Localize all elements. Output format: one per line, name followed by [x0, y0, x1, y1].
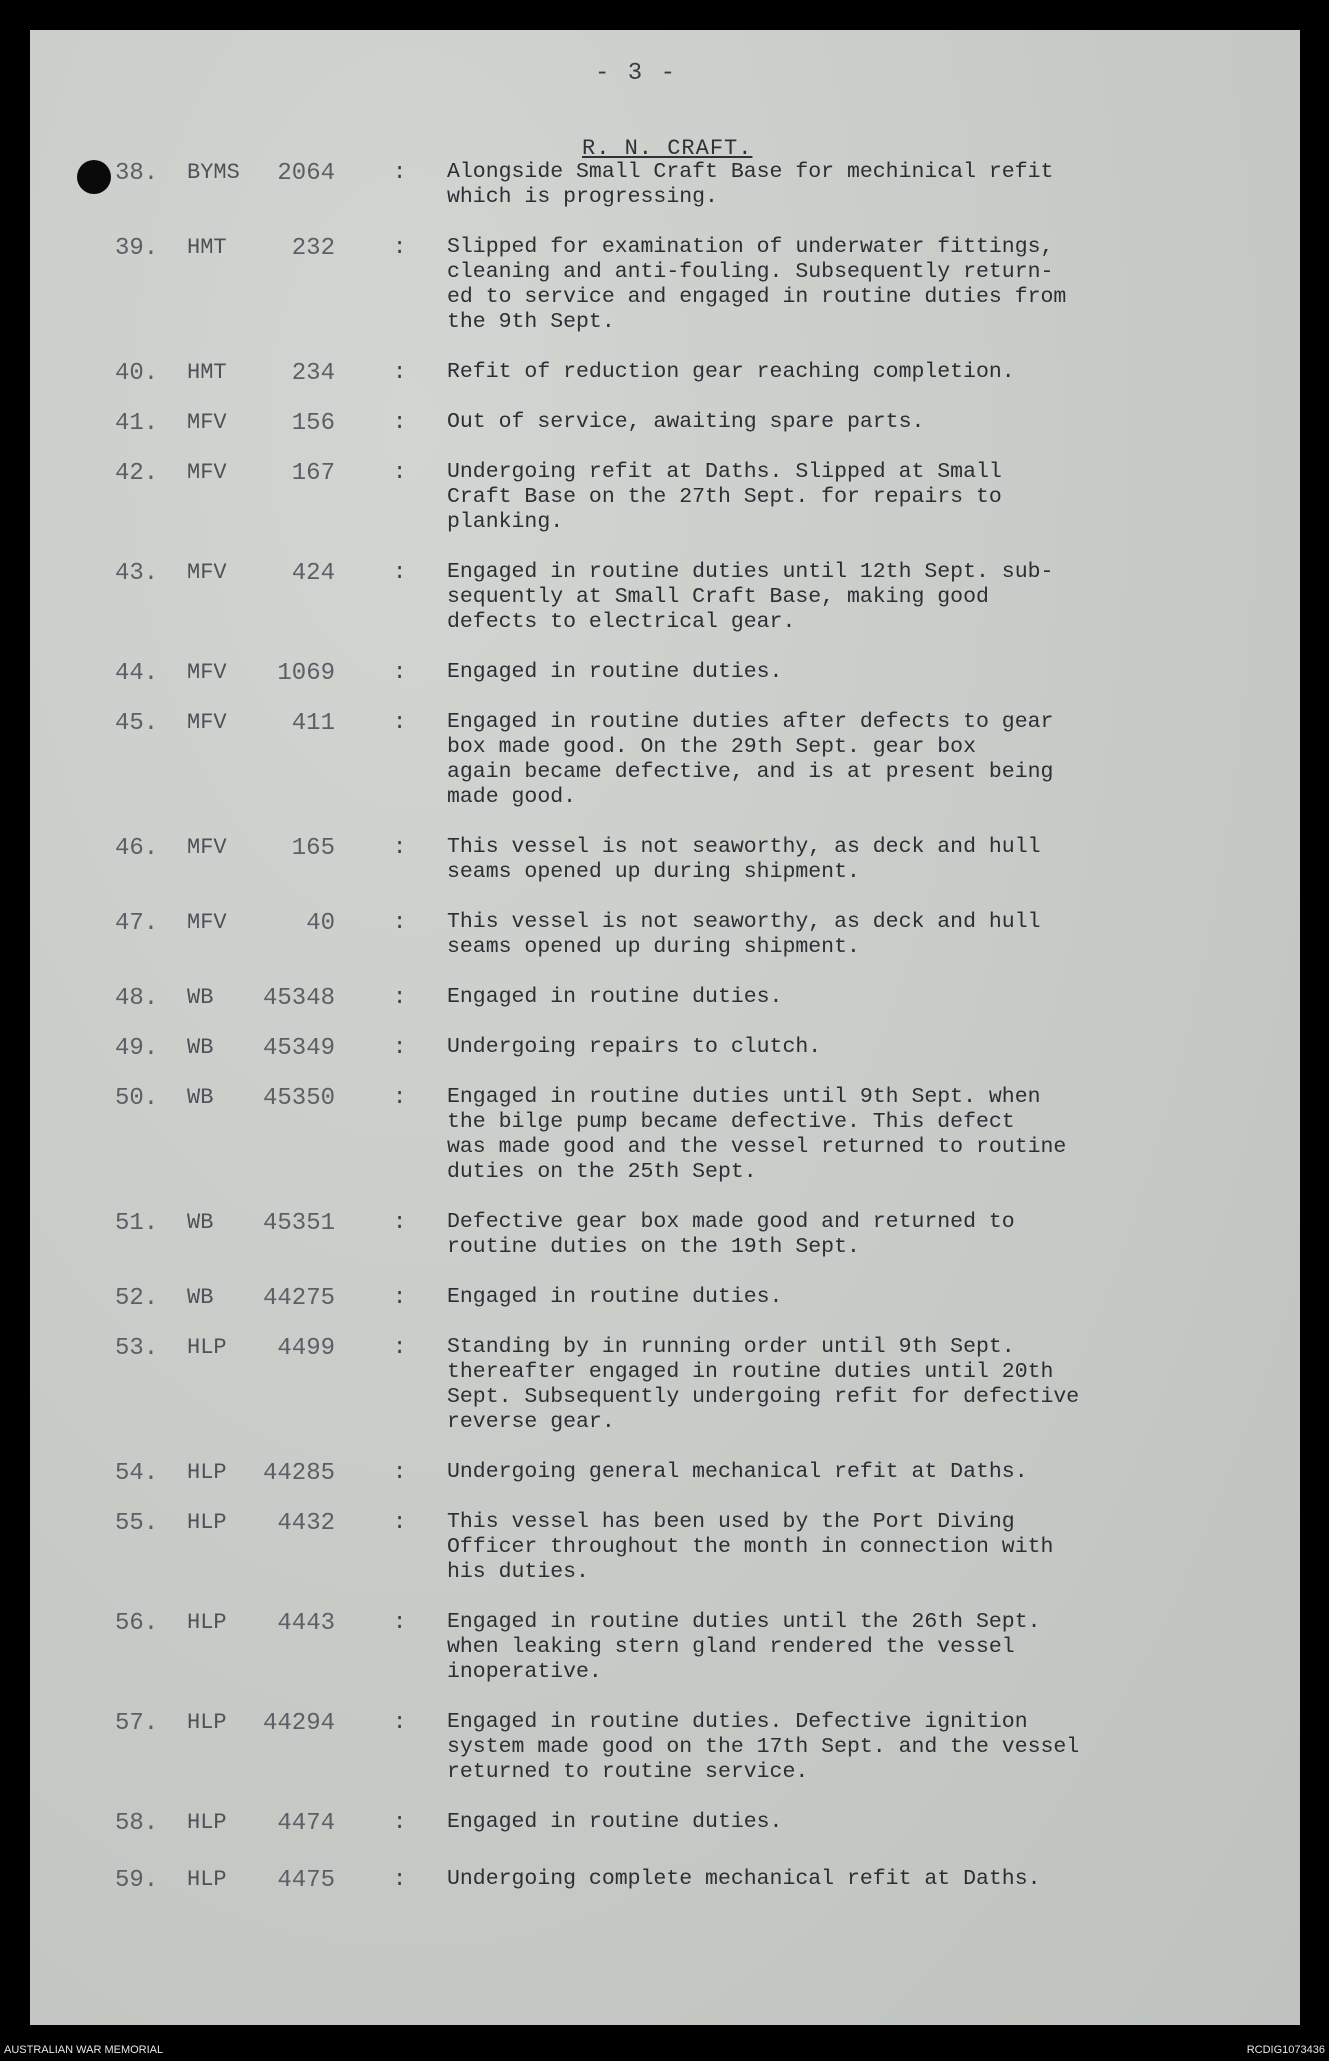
vessel-type: MFV: [187, 410, 227, 435]
entry-description: Engaged in routine duties. Defective ignition system made good on the 17th Sept. and the vessel returned to routine service.: [447, 1710, 1080, 1784]
entry-description: Defective gear box made good and returned to routine duties on the 19th Sept.: [447, 1210, 1015, 1259]
entry-description: Alongside Small Craft Base for mechinical refit which is progressing.: [447, 160, 1054, 209]
entry-number: 51.: [115, 1210, 159, 1237]
footer-record-id: RCDIG1073436: [1246, 2044, 1325, 2056]
separator: :: [393, 1085, 407, 1110]
punch-hole: [77, 160, 111, 194]
separator: :: [393, 1710, 407, 1735]
entry-number: 58.: [115, 1810, 159, 1837]
vessel-type: WB: [187, 1210, 214, 1235]
vessel-id: 167: [291, 460, 335, 487]
separator: :: [393, 1510, 407, 1535]
vessel-type: MFV: [187, 835, 227, 860]
vessel-type: HLP: [187, 1510, 227, 1535]
vessel-id: 40: [306, 910, 335, 937]
entry-description: Engaged in routine duties until the 26th Sept. when leaking stern gland rendered the vessel inoperative.: [447, 1610, 1041, 1684]
entry-number: 57.: [115, 1710, 159, 1737]
vessel-id: 4474: [277, 1810, 335, 1837]
vessel-id: 4499: [277, 1335, 335, 1362]
vessel-type: MFV: [187, 560, 227, 585]
separator: :: [393, 835, 407, 860]
vessel-id: 156: [291, 410, 335, 437]
separator: :: [393, 985, 407, 1010]
vessel-id: 424: [291, 560, 335, 587]
entry-number: 53.: [115, 1335, 159, 1362]
vessel-id: 232: [291, 235, 335, 262]
entry-description: This vessel is not seaworthy, as deck and hull seams opened up during shipment.: [447, 835, 1041, 884]
entry-number: 48.: [115, 985, 159, 1012]
entry-number: 50.: [115, 1085, 159, 1112]
vessel-type: HLP: [187, 1460, 227, 1485]
vessel-id: 44285: [262, 1460, 335, 1487]
entry-description: Engaged in routine duties until 12th Sept. sub- sequently at Small Craft Base, making good defects to electrical gear.: [447, 560, 1054, 634]
separator: :: [393, 360, 407, 385]
separator: :: [393, 410, 407, 435]
vessel-id: 2064: [277, 160, 335, 187]
vessel-id: 45348: [262, 985, 335, 1012]
entry-number: 44.: [115, 660, 159, 687]
entry-description: Undergoing general mechanical refit at Daths.: [447, 1460, 1028, 1484]
separator: :: [393, 1285, 407, 1310]
page-number: - 3 -: [595, 60, 678, 87]
separator: :: [393, 710, 407, 735]
vessel-id: 44275: [262, 1285, 335, 1312]
vessel-type: HMT: [187, 360, 227, 385]
entry-number: 43.: [115, 560, 159, 587]
vessel-id: 45351: [262, 1210, 335, 1237]
entry-number: 38.: [115, 160, 159, 187]
vessel-type: HMT: [187, 235, 227, 260]
separator: :: [393, 1335, 407, 1360]
vessel-type: WB: [187, 1035, 214, 1060]
vessel-type: BYMS: [187, 160, 240, 185]
entry-description: Undergoing complete mechanical refit at Daths.: [447, 1867, 1041, 1891]
section-heading: R. N. CRAFT.: [582, 136, 753, 161]
entry-number: 40.: [115, 360, 159, 387]
entry-description: Engaged in routine duties until 9th Sept. when the bilge pump became defective. This defect was made good and the vessel returned to routine duties on the 25th Sept.: [447, 1085, 1067, 1184]
entry-description: Undergoing repairs to clutch.: [447, 1035, 822, 1059]
entry-description: Undergoing refit at Daths. Slipped at Small Craft Base on the 27th Sept. for repairs to planking.: [447, 460, 1002, 534]
vessel-id: 44294: [262, 1710, 335, 1737]
entry-description: Engaged in routine duties.: [447, 1285, 783, 1309]
entry-number: 47.: [115, 910, 159, 937]
entry-number: 56.: [115, 1610, 159, 1637]
entry-number: 39.: [115, 235, 159, 262]
vessel-type: MFV: [187, 710, 227, 735]
footer: [0, 2036, 1329, 2061]
vessel-id: 4443: [277, 1610, 335, 1637]
entry-number: 55.: [115, 1510, 159, 1537]
separator: :: [393, 460, 407, 485]
separator: :: [393, 235, 407, 260]
document-page: [30, 30, 1300, 2025]
vessel-id: 45350: [262, 1085, 335, 1112]
entry-description: This vessel has been used by the Port Diving Officer throughout the month in connection with his duties.: [447, 1510, 1054, 1584]
entry-number: 45.: [115, 710, 159, 737]
vessel-type: MFV: [187, 910, 227, 935]
vessel-type: HLP: [187, 1867, 227, 1892]
separator: :: [393, 1867, 407, 1892]
separator: :: [393, 660, 407, 685]
separator: :: [393, 1810, 407, 1835]
separator: :: [393, 560, 407, 585]
vessel-id: 1069: [277, 660, 335, 687]
vessel-type: HLP: [187, 1710, 227, 1735]
vessel-type: MFV: [187, 660, 227, 685]
entry-description: This vessel is not seaworthy, as deck and hull seams opened up during shipment.: [447, 910, 1041, 959]
vessel-type: HLP: [187, 1810, 227, 1835]
entry-description: Refit of reduction gear reaching completion.: [447, 360, 1015, 384]
footer-institution: AUSTRALIAN WAR MEMORIAL: [4, 2044, 164, 2056]
vessel-id: 4432: [277, 1510, 335, 1537]
vessel-type: HLP: [187, 1335, 227, 1360]
entry-description: Slipped for examination of underwater fittings, cleaning and anti-fouling. Subsequently return- ed to service and engaged in routine duties from the 9th Sept.: [447, 235, 1067, 334]
vessel-id: 234: [291, 360, 335, 387]
entry-description: Engaged in routine duties.: [447, 985, 783, 1009]
entry-description: Engaged in routine duties after defects to gear box made good. On the 29th Sept. gear box again became defective, and is at present being made good.: [447, 710, 1054, 809]
separator: :: [393, 1610, 407, 1635]
entry-description: Out of service, awaiting spare parts.: [447, 410, 925, 434]
entry-number: 54.: [115, 1460, 159, 1487]
entry-number: 49.: [115, 1035, 159, 1062]
entry-number: 41.: [115, 410, 159, 437]
vessel-id: 4475: [277, 1867, 335, 1894]
vessel-type: HLP: [187, 1610, 227, 1635]
entry-number: 42.: [115, 460, 159, 487]
vessel-type: MFV: [187, 460, 227, 485]
vessel-id: 411: [291, 710, 335, 737]
entry-description: Standing by in running order until 9th Sept. thereafter engaged in routine duties until 20th Sept. Subsequently undergoing refit for defective reverse gear.: [447, 1335, 1080, 1434]
separator: :: [393, 1460, 407, 1485]
entry-number: 46.: [115, 835, 159, 862]
vessel-type: WB: [187, 1085, 214, 1110]
separator: :: [393, 1210, 407, 1235]
entry-description: Engaged in routine duties.: [447, 1810, 783, 1834]
vessel-id: 45349: [262, 1035, 335, 1062]
entry-description: Engaged in routine duties.: [447, 660, 783, 684]
entry-number: 52.: [115, 1285, 159, 1312]
vessel-type: WB: [187, 1285, 214, 1310]
entry-number: 59.: [115, 1867, 159, 1894]
vessel-type: WB: [187, 985, 214, 1010]
vessel-id: 165: [291, 835, 335, 862]
separator: :: [393, 910, 407, 935]
separator: :: [393, 160, 407, 185]
separator: :: [393, 1035, 407, 1060]
